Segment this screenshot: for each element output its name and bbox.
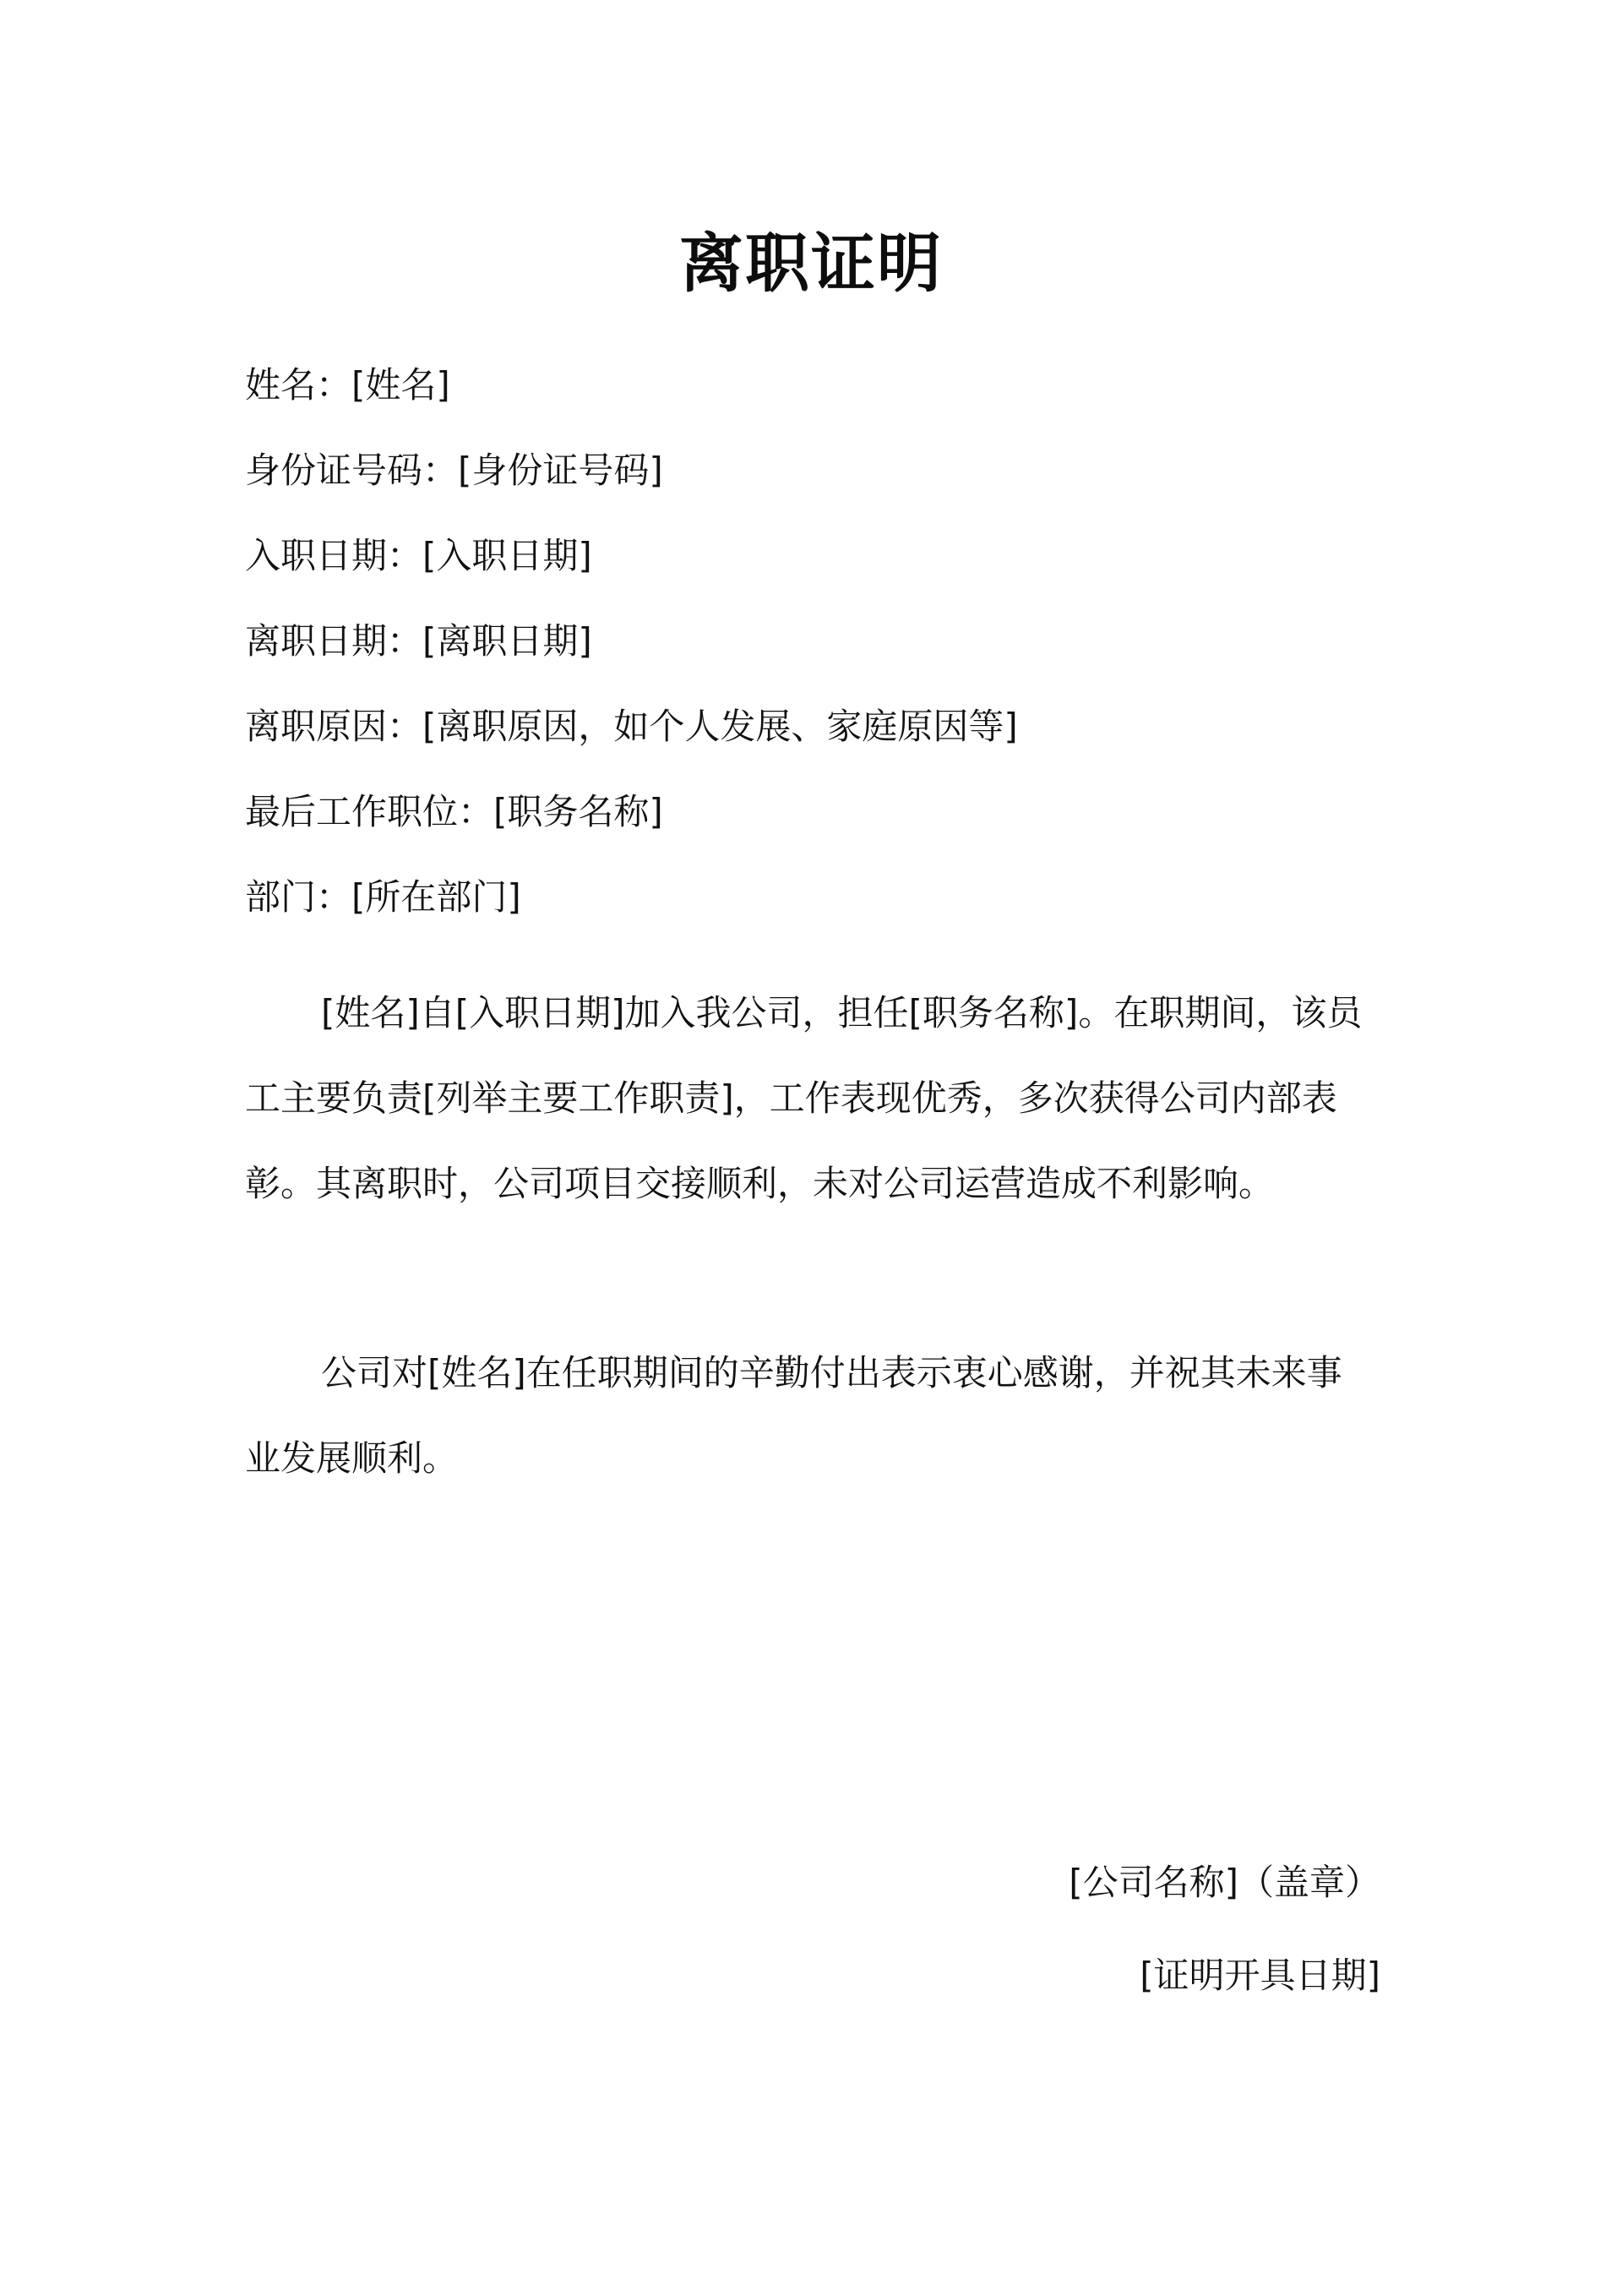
field-id-number: 身份证号码：[身份证号码] <box>245 450 663 491</box>
body-paragraph-thanks: 公司对[姓名]在任职期间的辛勤付出表示衷心感谢，并祝其未来事业发展顺利。 <box>245 1352 1342 1479</box>
field-department: 部门：[所在部门] <box>245 876 521 918</box>
field-end-date: 离职日期：[离职日期] <box>245 620 592 662</box>
signature-date: [证明开具日期] <box>1140 1955 1380 1996</box>
info-fields <box>245 362 1428 959</box>
body-paragraph-work-summary: [姓名]自[入职日期]加入我公司，担任[职务名称]。在职期间，该员工主要负责[列举主要工作职责]，工作表现优秀，多次获得公司内部表彰。其离职时，公司项目交接顺利，未对公司运营造成不利影响。 <box>245 992 1363 1204</box>
document-title: 离职证明 <box>679 226 943 301</box>
signature-company: [公司名称]（盖章） <box>1069 1862 1380 1903</box>
field-name: 姓名：[姓名] <box>245 364 450 406</box>
field-reason: 离职原因：[离职原因，如个人发展、家庭原因等] <box>245 706 1018 747</box>
field-start-date: 入职日期：[入职日期] <box>245 535 592 576</box>
field-last-position: 最后工作职位：[职务名称] <box>245 791 663 832</box>
